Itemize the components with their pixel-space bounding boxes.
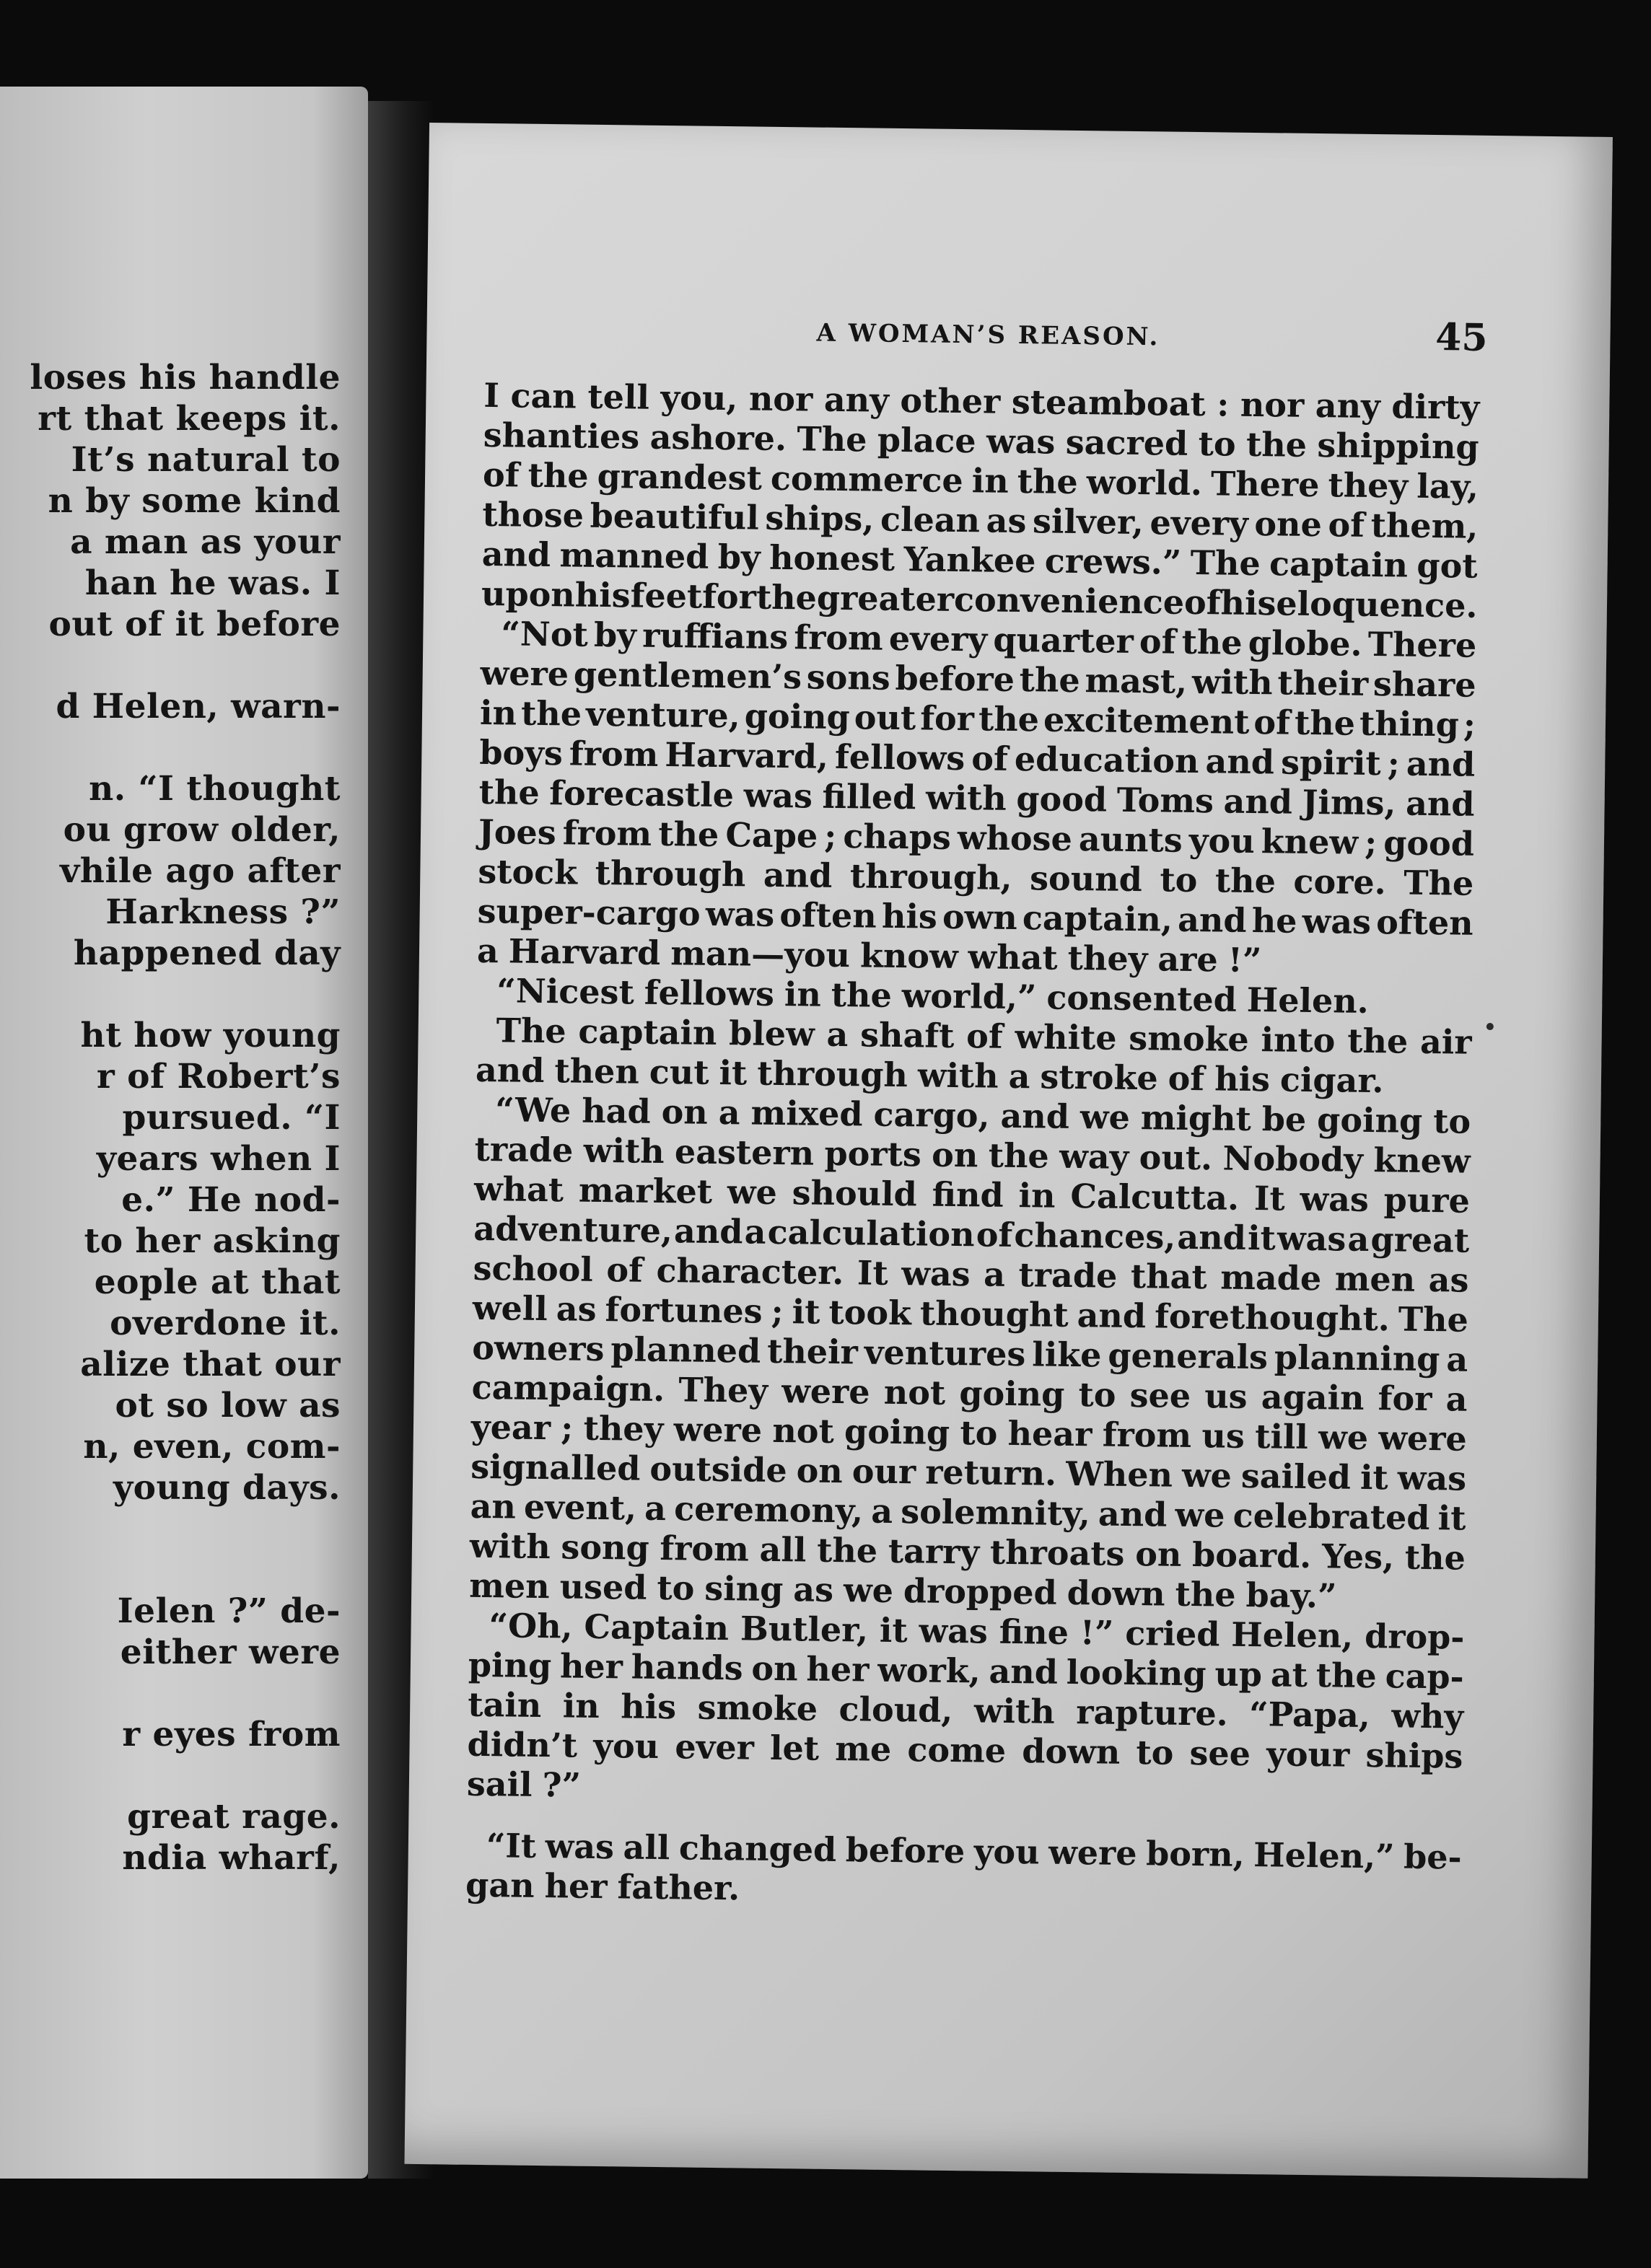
previous-page-line: r eyes from [122,1715,341,1754]
previous-page-line: han he was. I [84,563,341,603]
text-line: boys from Harvard, fellows of education and spirit ; and [479,732,1476,784]
text-line: campaign. They were not going to see us again for a [471,1367,1468,1419]
previous-page-line: r of Robert’s [96,1057,341,1096]
text-line: “It was all changed before you were born, Helen,” be- [486,1826,1463,1877]
previous-page-line: n. “I thought [89,769,341,809]
previous-page-line: a man as your [70,522,341,562]
text-line: trade with eastern ports on the way out. Nobody knew [474,1129,1471,1181]
current-page [404,123,1612,2179]
previous-page-line: ht how young [80,1016,341,1055]
text-line: and manned by honest Yankee crews.” The captain got [481,534,1478,586]
text-line: what market we should find in Calcutta. It was pure [473,1169,1471,1221]
text-line: ping her hands on her work, and looking up at the cap- [468,1645,1465,1697]
previous-page-line: loses his handle [30,358,341,397]
text-line: Joes from the Cape ; chaps whose aunts you knew ; good [478,812,1475,863]
previous-page-line: ou grow older, [63,810,341,850]
text-line: “We had on a mixed cargo, and we might be going to [495,1090,1471,1141]
previous-page-line: rt that keeps it. [38,399,341,439]
previous-page-line: great rage. [127,1797,341,1837]
previous-page-line: Harkness ?” [105,892,341,932]
text-line: those beautiful ships, clean as silver, every one of them, [482,494,1479,546]
text-line: shanties ashore. The place was sacred to the shipping [483,415,1480,467]
previous-page-line [0,727,341,768]
text-line: the forecastle was filled with good Toms and Jims, and [478,772,1475,824]
text-line: school of character. It was a trade that made men as [473,1248,1469,1300]
text-line: tain in his smoke cloud, with rapture. “Papa, why [467,1684,1464,1736]
previous-page-line: It’s natural to [71,440,341,480]
text-line: and then cut it through with a stroke of his cigar. [475,1050,1384,1101]
previous-page-line: eople at that [94,1262,341,1302]
text-line: gan her father. [465,1865,740,1908]
text-line: signalled outside on our return. When we sailed it was [470,1446,1467,1498]
previous-page-line [0,645,341,686]
text-line: of the grandest commerce in the world. There they lay, [482,454,1479,506]
previous-page-line: years when I [96,1139,341,1179]
previous-page-line: pursued. “I [122,1098,341,1138]
previous-page-line [0,1550,341,1591]
text-line: super-cargo was often his own captain, and he was often [477,891,1473,943]
text-line: “Nicest fellows in the world,” consented Helen. [496,971,1370,1021]
previous-page-line: either were [120,1632,341,1672]
text-line: “Not by ruffians from every quarter of the globe. There [501,614,1477,665]
previous-page [0,87,368,2179]
text-line: owners planned their ventures like generals planning a [471,1327,1468,1379]
text-line: men used to sing as we dropped down the bay.” [468,1565,1337,1616]
body-text [465,376,1480,1917]
previous-page-line: alize that our [80,1345,341,1384]
text-line: were gentlemen’s sons before the mast, with their share [480,653,1476,705]
text-line: I can tell you, nor any other steamboat : nor any dirty [483,375,1480,427]
text-line: in the venture, going out for the excitement of the thing ; [479,693,1476,744]
previous-page-line: Ielen ?” de- [117,1591,341,1631]
previous-page-line [0,974,341,1015]
text-line: The captain blew a shaft of white smoke into the air [496,1011,1472,1062]
previous-page-line: out of it before [48,605,341,644]
previous-page-line: n, even, com- [83,1427,341,1467]
running-head: A WOMAN’S REASON. [816,318,1160,352]
text-line: adventure, and a calculation of chances, and it was a great [473,1208,1470,1260]
previous-page-line: to her asking [84,1221,341,1261]
text-line: sail ?” [466,1764,582,1805]
previous-page-line [0,1755,341,1796]
ink-speck [1486,1023,1494,1030]
text-line: a Harvard man—you know what they are !” [476,931,1262,980]
text-line: with song from all the tarry throats on board. Yes, the [469,1526,1466,1578]
previous-page-line: n by some kind [48,481,341,521]
text-line: stock through and through, sound to the core. The [478,851,1474,903]
previous-page-line: young days. [113,1468,341,1508]
previous-page-line: vhile ago after [59,851,341,891]
previous-page-line: happened day [73,933,341,973]
text-line: didn’t you ever let me come down to see your ships [467,1724,1463,1776]
previous-page-line: d Helen, warn- [56,687,341,726]
previous-page-line: ot so low as [115,1386,341,1425]
text-line: “Oh, Captain Butler, it was fine !” cried Helen, drop- [489,1606,1465,1657]
previous-page-line [0,1508,341,1550]
page-number: 45 [1435,315,1488,360]
previous-page-text [0,357,341,1878]
text-line: well as fortunes ; it took thought and forethought. The [472,1288,1469,1340]
text-line: an event, a ceremony, a solemnity, and we celebrated it [470,1486,1466,1538]
text-line: upon his feet for the greater convenience of his eloquence. [481,573,1478,625]
text-line: year ; they were not going to hear from us till we were [470,1407,1468,1459]
previous-page-line [0,1673,341,1714]
previous-page-line: overdone it. [110,1304,341,1343]
previous-page-line: ndia wharf, [122,1838,341,1878]
previous-page-line: e.” He nod- [121,1180,341,1220]
